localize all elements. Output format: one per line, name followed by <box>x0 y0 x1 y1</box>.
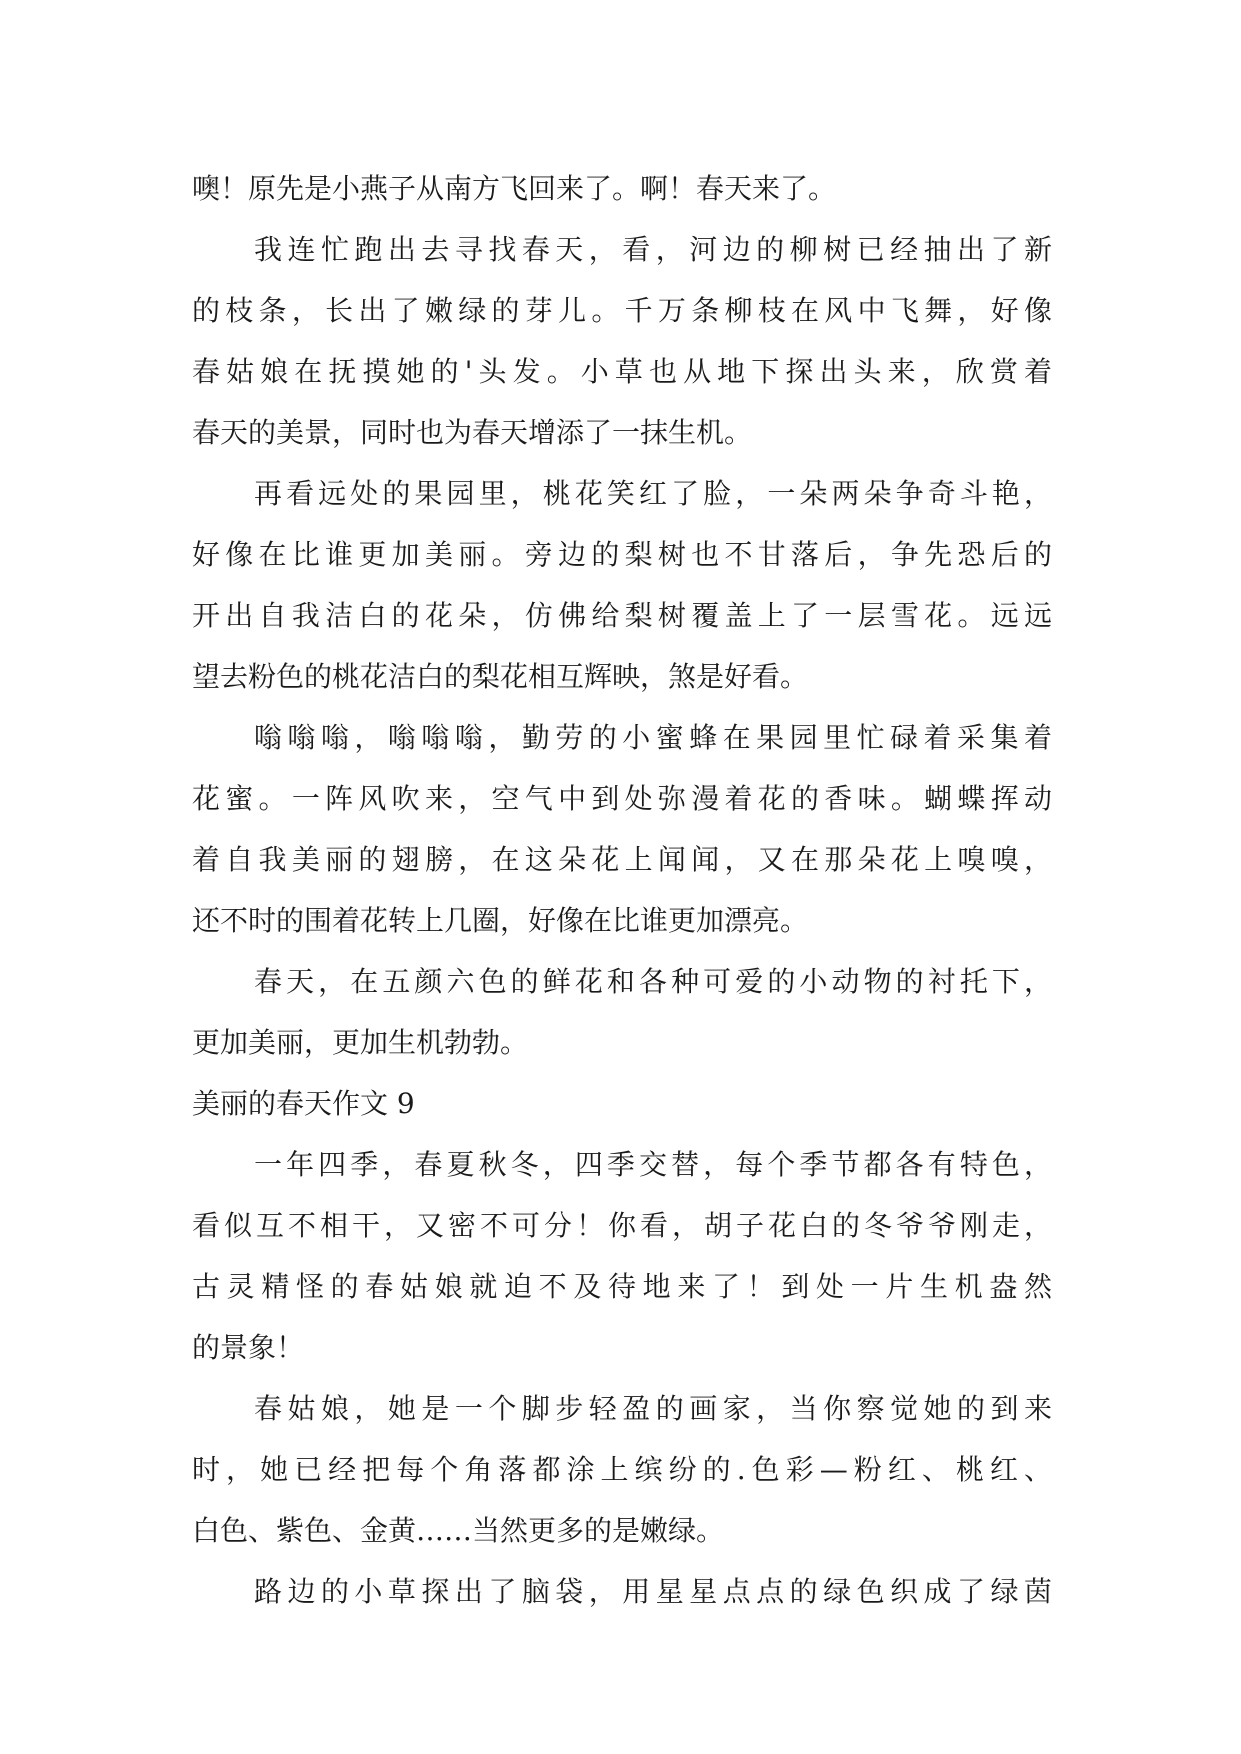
text-line: 春姑娘在抚摸她的'头发。小草也从地下探出头来，欣赏着 <box>192 355 1052 388</box>
paragraph-first-line: 嗡嗡嗡，嗡嗡嗡，勤劳的小蜜蜂在果园里忙碌着采集着 <box>254 721 1052 754</box>
text-line: 更加美丽，更加生机勃勃。 <box>192 1026 529 1059</box>
text-line: 望去粉色的桃花洁白的梨花相互辉映，煞是好看。 <box>192 660 809 693</box>
document-body <box>192 158 1052 1622</box>
paragraph-first-line: 一年四季，春夏秋冬，四季交替，每个季节都各有特色， <box>254 1148 1052 1181</box>
paragraph-first-line: 路边的小草探出了脑袋，用星星点点的绿色织成了绿茵 <box>254 1575 1052 1608</box>
text-line: 着自我美丽的翅膀，在这朵花上闻闻，又在那朵花上嗅嗅， <box>192 843 1052 876</box>
text-line: 的枝条，长出了嫩绿的芽儿。千万条柳枝在风中飞舞，好像 <box>192 294 1052 327</box>
text-line: 春天的美景，同时也为春天增添了一抹生机。 <box>192 416 753 449</box>
paragraph-first-line: 我连忙跑出去寻找春天，看，河边的柳树已经抽出了新 <box>254 233 1052 266</box>
paragraph-first-line: 再看远处的果园里，桃花笑红了脸，一朵两朵争奇斗艳， <box>254 477 1052 510</box>
text-line: 时，她已经把每个角落都涂上缤纷的.色彩—粉红、桃红、 <box>192 1453 1052 1486</box>
paragraph-first-line: 春天，在五颜六色的鲜花和各种可爱的小动物的衬托下， <box>254 965 1052 998</box>
text-line: 花蜜。一阵风吹来，空气中到处弥漫着花的香味。蝴蝶挥动 <box>192 782 1052 815</box>
text-line: 白色、紫色、金黄……当然更多的是嫩绿。 <box>192 1514 725 1547</box>
text-line: 古灵精怪的春姑娘就迫不及待地来了！到处一片生机盎然 <box>192 1270 1052 1303</box>
text-line: 的景象！ <box>192 1331 305 1364</box>
text-line: 还不时的围着花转上几圈，好像在比谁更加漂亮。 <box>192 904 809 937</box>
text-line: 看似互不相干，又密不可分！你看，胡子花白的冬爷爷刚走， <box>192 1209 1052 1242</box>
text-line: 开出自我洁白的花朵，仿佛给梨树覆盖上了一层雪花。远远 <box>192 599 1052 632</box>
text-line: 噢！原先是小燕子从南方飞回来了。啊！春天来了。 <box>192 172 837 205</box>
text-line: 好像在比谁更加美丽。旁边的梨树也不甘落后，争先恐后的 <box>192 538 1052 571</box>
section-heading: 美丽的春天作文 9 <box>192 1087 415 1120</box>
paragraph-first-line: 春姑娘，她是一个脚步轻盈的画家，当你察觉她的到来 <box>254 1392 1052 1425</box>
